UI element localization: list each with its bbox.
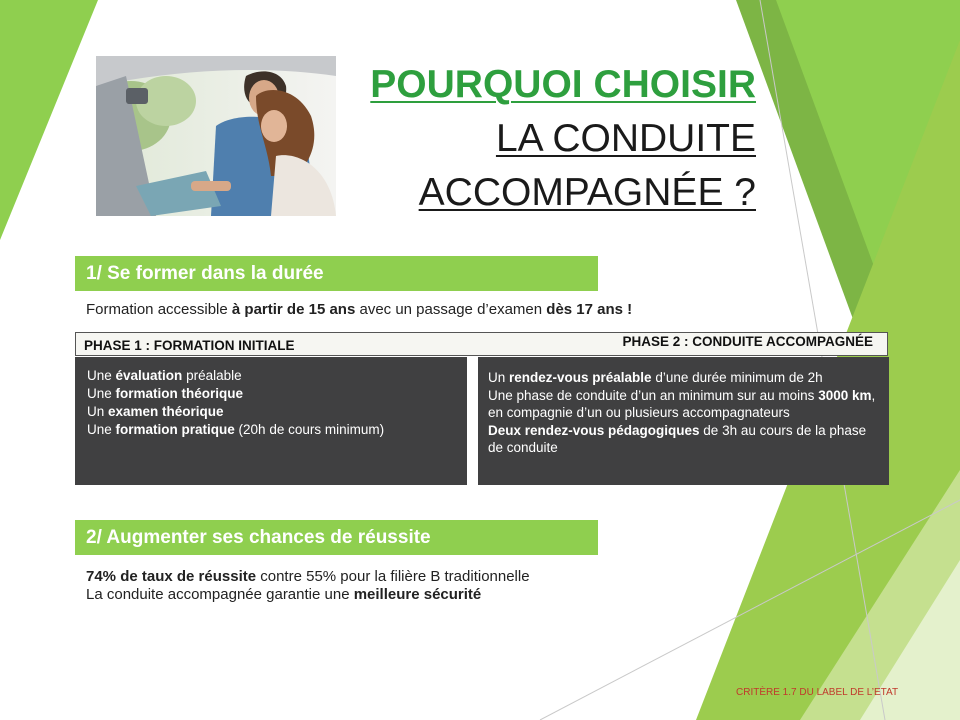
title-line-3: ACCOMPAGNÉE ? [418,171,756,214]
phase-1-item: Une formation théorique [87,386,244,401]
success-rate-line: 74% de taux de réussite contre 55% pour la filière B traditionnelle [86,568,530,585]
intro-text-a: Formation accessible [86,301,232,318]
phase-2-item: Une phase de conduite d’un an minimum sur au moins 3000 km, en compagnie d’un ou plusieurs accompagnateurs [488,387,876,421]
phase-2-item: Un rendez-vous préalable d’une durée minimum de 2h [488,370,823,385]
intro-bold-exam-age: dès 17 ans ! [546,301,633,318]
title-line-1: POURQUOI CHOISIR [370,63,756,106]
safety-line: La conduite accompagnée garantie une meilleure sécurité [86,586,482,603]
left-green-shape [0,0,98,240]
section-1-intro [86,301,632,318]
driving-lesson-photo [96,56,336,216]
section-2-text [86,568,530,604]
page-title [330,58,756,220]
footer-label: CRITÈRE 1.7 DU LABEL DE L’ETAT [736,687,899,698]
phase-header-bar [75,332,888,356]
intro-text-c: avec un passage d’examen [355,301,547,318]
title-line-2: LA CONDUITE [495,117,756,160]
phase-2-item: Deux rendez-vous pédagogiques de 3h au cours de la phase de conduite [488,422,867,456]
phase-1-item: Une formation pratique (20h de cours minimum) [87,422,385,437]
phase-1-title: PHASE 1 : FORMATION INITIALE [84,338,295,353]
phase-1-item: Un examen théorique [87,404,224,419]
intro-bold-age: à partir de 15 ans [231,301,356,318]
phase-2-title: PHASE 2 : CONDUITE ACCOMPAGNÉE [622,334,873,349]
phase-1-item: Une évaluation préalable [87,368,242,383]
section-2-heading: 2/ Augmenter ses chances de réussite [75,520,598,555]
section-1-heading: 1/ Se former dans la durée [75,256,598,291]
phase-1-box [75,357,467,485]
phase-2-box [478,357,889,485]
